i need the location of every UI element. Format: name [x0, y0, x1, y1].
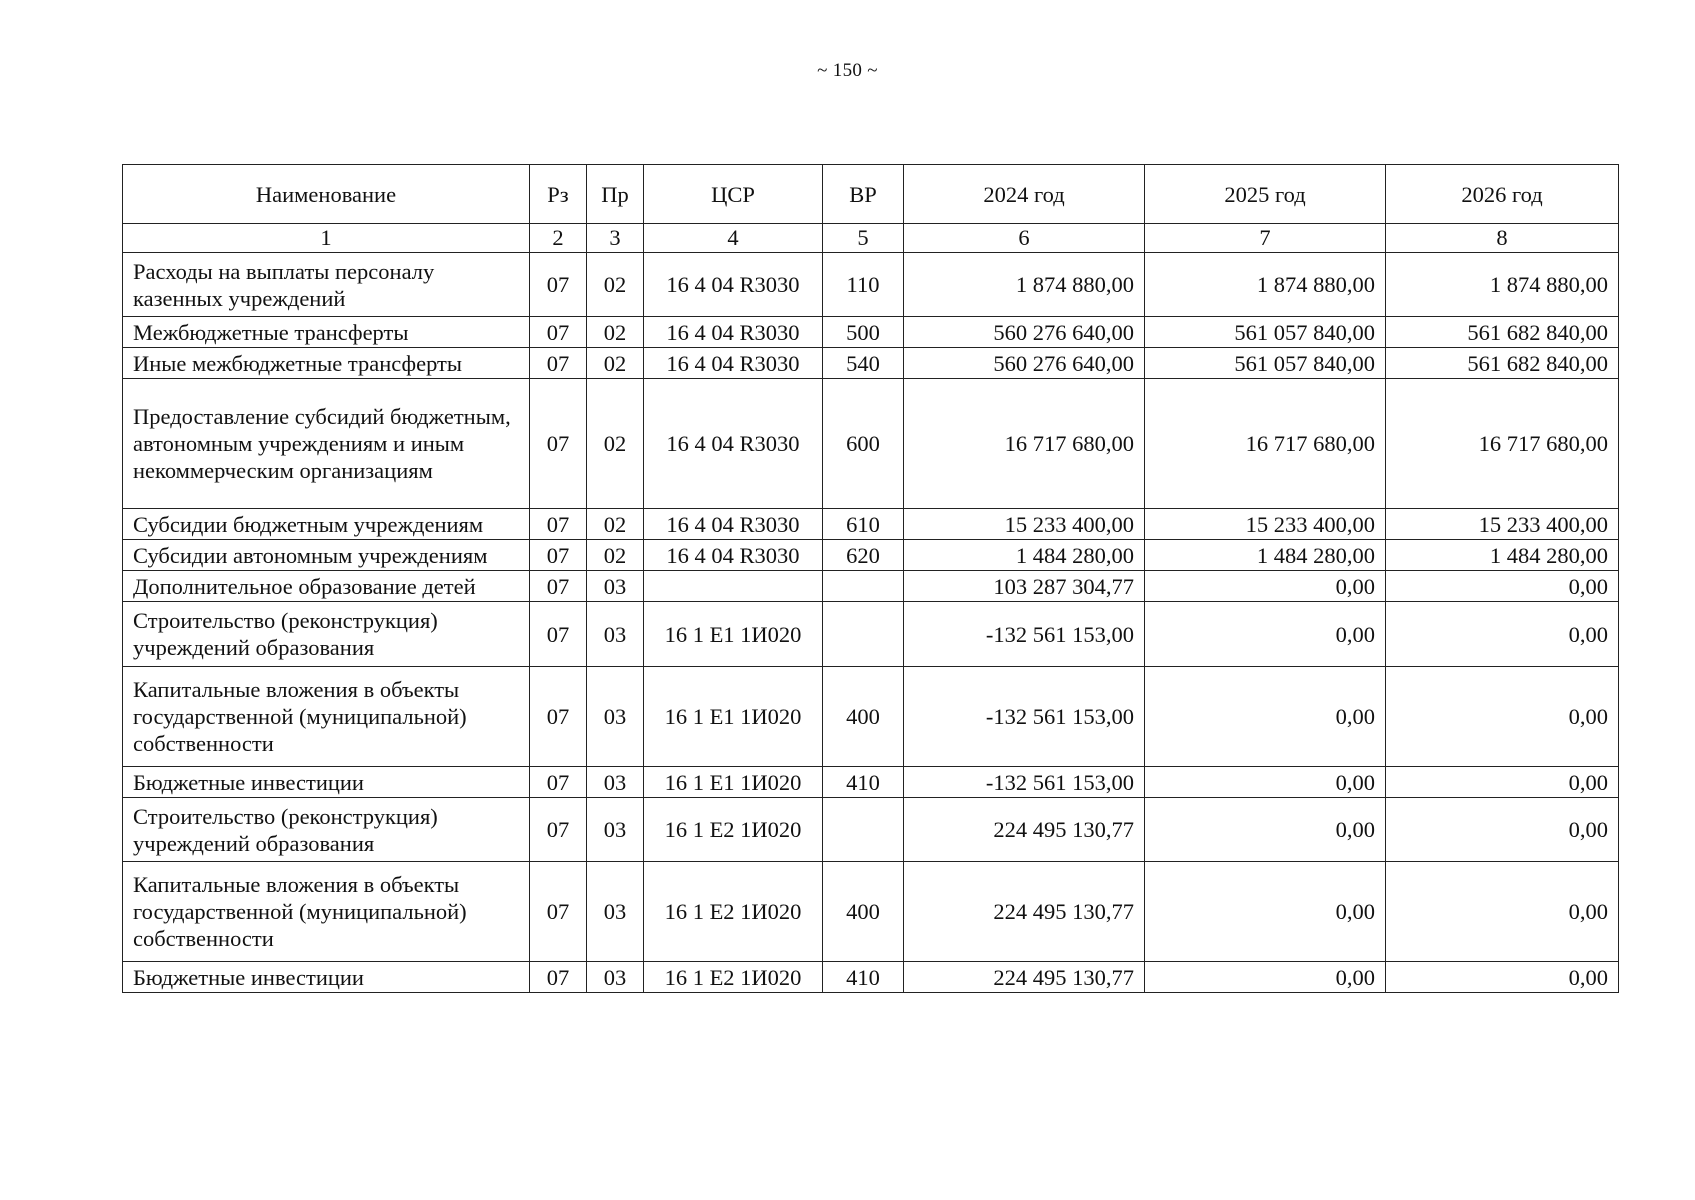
row-pr: 03	[587, 571, 644, 602]
row-csr: 16 1 E1 1И020	[644, 602, 823, 667]
row-amount-2026: 1 484 280,00	[1386, 540, 1619, 571]
row-vr: 400	[823, 667, 904, 767]
row-csr: 16 1 E1 1И020	[644, 767, 823, 798]
row-amount-2025: 0,00	[1145, 767, 1386, 798]
row-csr: 16 4 04 R3030	[644, 253, 823, 317]
row-amount-2026: 0,00	[1386, 962, 1619, 993]
row-vr: 400	[823, 862, 904, 962]
row-rz: 07	[530, 317, 587, 348]
row-amount-2024: 224 495 130,77	[904, 798, 1145, 862]
row-amount-2025: 561 057 840,00	[1145, 348, 1386, 379]
row-amount-2024: 1 484 280,00	[904, 540, 1145, 571]
row-amount-2026: 0,00	[1386, 571, 1619, 602]
table-row	[123, 602, 1619, 667]
row-amount-2026: 0,00	[1386, 798, 1619, 862]
row-pr: 02	[587, 379, 644, 509]
row-vr	[823, 571, 904, 602]
header-row	[123, 165, 1619, 224]
column-number: 1	[123, 224, 530, 253]
header-name: Наименование	[123, 165, 530, 224]
row-name: Иные межбюджетные трансферты	[123, 348, 530, 379]
row-rz: 07	[530, 379, 587, 509]
row-rz: 07	[530, 602, 587, 667]
row-pr: 02	[587, 253, 644, 317]
row-pr: 02	[587, 348, 644, 379]
row-amount-2024: 1 874 880,00	[904, 253, 1145, 317]
budget-table	[122, 164, 1619, 993]
row-rz: 07	[530, 862, 587, 962]
table-row	[123, 571, 1619, 602]
table-row	[123, 798, 1619, 862]
row-rz: 07	[530, 571, 587, 602]
row-csr: 16 4 04 R3030	[644, 509, 823, 540]
row-vr: 410	[823, 767, 904, 798]
column-number: 8	[1386, 224, 1619, 253]
row-pr: 03	[587, 767, 644, 798]
row-amount-2026: 0,00	[1386, 602, 1619, 667]
row-amount-2026: 561 682 840,00	[1386, 348, 1619, 379]
row-amount-2024: 224 495 130,77	[904, 862, 1145, 962]
column-number: 7	[1145, 224, 1386, 253]
header-2026: 2026 год	[1386, 165, 1619, 224]
row-amount-2024: -132 561 153,00	[904, 767, 1145, 798]
row-rz: 07	[530, 509, 587, 540]
row-pr: 03	[587, 667, 644, 767]
row-rz: 07	[530, 667, 587, 767]
row-csr: 16 4 04 R3030	[644, 348, 823, 379]
table-row	[123, 317, 1619, 348]
row-amount-2024: 560 276 640,00	[904, 348, 1145, 379]
row-vr	[823, 798, 904, 862]
row-rz: 07	[530, 348, 587, 379]
row-amount-2024: 15 233 400,00	[904, 509, 1145, 540]
row-name: Субсидии автономным учреждениям	[123, 540, 530, 571]
row-amount-2024: -132 561 153,00	[904, 602, 1145, 667]
row-amount-2026: 1 874 880,00	[1386, 253, 1619, 317]
row-vr: 410	[823, 962, 904, 993]
row-rz: 07	[530, 253, 587, 317]
row-amount-2025: 1 874 880,00	[1145, 253, 1386, 317]
row-vr: 110	[823, 253, 904, 317]
row-amount-2026: 16 717 680,00	[1386, 379, 1619, 509]
header-vr: ВР	[823, 165, 904, 224]
row-rz: 07	[530, 540, 587, 571]
row-name: Субсидии бюджетным учреждениям	[123, 509, 530, 540]
row-amount-2025: 0,00	[1145, 862, 1386, 962]
row-pr: 03	[587, 602, 644, 667]
table-row	[123, 379, 1619, 509]
row-csr: 16 4 04 R3030	[644, 379, 823, 509]
header-2025: 2025 год	[1145, 165, 1386, 224]
row-amount-2024: 224 495 130,77	[904, 962, 1145, 993]
row-name: Капитальные вложения в объекты государственной (муниципальной) собственности	[123, 667, 530, 767]
header-csr: ЦСР	[644, 165, 823, 224]
row-amount-2026: 0,00	[1386, 862, 1619, 962]
row-csr	[644, 571, 823, 602]
row-amount-2026: 0,00	[1386, 767, 1619, 798]
page-number: ~ 150 ~	[817, 60, 878, 81]
row-name: Строительство (реконструкция) учреждений образования	[123, 798, 530, 862]
row-amount-2026: 561 682 840,00	[1386, 317, 1619, 348]
row-pr: 02	[587, 540, 644, 571]
row-amount-2024: 16 717 680,00	[904, 379, 1145, 509]
column-number-row	[123, 224, 1619, 253]
row-amount-2026: 15 233 400,00	[1386, 509, 1619, 540]
row-name: Бюджетные инвестиции	[123, 962, 530, 993]
row-csr: 16 4 04 R3030	[644, 317, 823, 348]
table-row	[123, 348, 1619, 379]
row-rz: 07	[530, 767, 587, 798]
header-rz: Рз	[530, 165, 587, 224]
column-number: 6	[904, 224, 1145, 253]
row-rz: 07	[530, 962, 587, 993]
table-row	[123, 253, 1619, 317]
header-pr: Пр	[587, 165, 644, 224]
row-pr: 02	[587, 509, 644, 540]
row-csr: 16 1 E2 1И020	[644, 798, 823, 862]
row-amount-2025: 1 484 280,00	[1145, 540, 1386, 571]
row-amount-2024: 103 287 304,77	[904, 571, 1145, 602]
table-row	[123, 509, 1619, 540]
row-csr: 16 1 E2 1И020	[644, 862, 823, 962]
row-pr: 03	[587, 862, 644, 962]
row-amount-2024: -132 561 153,00	[904, 667, 1145, 767]
row-pr: 03	[587, 798, 644, 862]
row-rz: 07	[530, 798, 587, 862]
row-amount-2025: 0,00	[1145, 667, 1386, 767]
row-amount-2025: 0,00	[1145, 602, 1386, 667]
row-name: Дополнительное образование детей	[123, 571, 530, 602]
column-number: 3	[587, 224, 644, 253]
row-csr: 16 1 E2 1И020	[644, 962, 823, 993]
row-vr: 500	[823, 317, 904, 348]
row-name: Предоставление субсидий бюджетным, автономным учреждениям и иным некоммерческим организациям	[123, 379, 530, 509]
row-name: Капитальные вложения в объекты государственной (муниципальной) собственности	[123, 862, 530, 962]
row-pr: 02	[587, 317, 644, 348]
column-number: 2	[530, 224, 587, 253]
row-name: Межбюджетные трансферты	[123, 317, 530, 348]
row-vr	[823, 602, 904, 667]
row-amount-2025: 561 057 840,00	[1145, 317, 1386, 348]
row-vr: 600	[823, 379, 904, 509]
table-row	[123, 767, 1619, 798]
table-row	[123, 667, 1619, 767]
row-amount-2025: 16 717 680,00	[1145, 379, 1386, 509]
row-name: Расходы на выплаты персоналу казенных учреждений	[123, 253, 530, 317]
table-row	[123, 540, 1619, 571]
row-csr: 16 4 04 R3030	[644, 540, 823, 571]
column-number: 4	[644, 224, 823, 253]
row-amount-2025: 0,00	[1145, 798, 1386, 862]
column-number: 5	[823, 224, 904, 253]
row-name: Строительство (реконструкция) учреждений образования	[123, 602, 530, 667]
row-vr: 540	[823, 348, 904, 379]
row-csr: 16 1 E1 1И020	[644, 667, 823, 767]
row-amount-2025: 0,00	[1145, 571, 1386, 602]
header-2024: 2024 год	[904, 165, 1145, 224]
row-vr: 620	[823, 540, 904, 571]
table-row	[123, 862, 1619, 962]
table-row	[123, 962, 1619, 993]
row-amount-2025: 15 233 400,00	[1145, 509, 1386, 540]
row-vr: 610	[823, 509, 904, 540]
row-amount-2024: 560 276 640,00	[904, 317, 1145, 348]
row-name: Бюджетные инвестиции	[123, 767, 530, 798]
row-amount-2025: 0,00	[1145, 962, 1386, 993]
row-pr: 03	[587, 962, 644, 993]
row-amount-2026: 0,00	[1386, 667, 1619, 767]
